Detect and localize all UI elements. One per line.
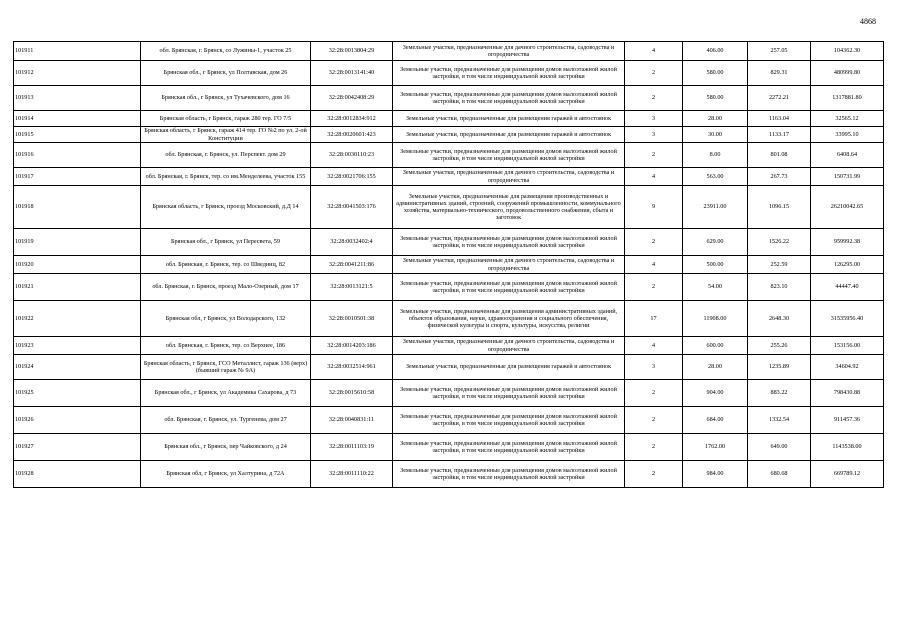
object-id-cell: 101913: [14, 86, 141, 111]
use-group-cell: 3: [625, 127, 683, 143]
specific-value-cell: 2272.21: [748, 86, 811, 111]
specific-value-cell: 829.31: [748, 61, 811, 86]
area-cell: 406.00: [683, 42, 748, 61]
specific-value-cell: 1133.17: [748, 127, 811, 143]
cadastral-value-cell: 6408.64: [811, 143, 884, 168]
table-row: [14, 380, 884, 407]
cadastral-value-cell: 104362.30: [811, 42, 884, 61]
use-group-cell: 4: [625, 256, 683, 274]
area-cell: 563.00: [683, 168, 748, 186]
address-cell: Брянская область, г Брянск, гараж 280 тер. ГО 7/5: [141, 111, 311, 127]
area-cell: 684.00: [683, 407, 748, 434]
address-cell: Брянская обл., г Брянск, ул Тухачевского, дом 16: [141, 86, 311, 111]
area-cell: 580.00: [683, 86, 748, 111]
cadastral-value-cell: 480999.80: [811, 61, 884, 86]
object-id-cell: 101919: [14, 229, 141, 256]
address-cell: обл. Брянская, г. Брянск, тер. со Верхнее, 186: [141, 337, 311, 355]
use-group-cell: 17: [625, 301, 683, 337]
address-cell: обл. Брянская, г. Брянск, со Лужины-1, участок 25: [141, 42, 311, 61]
table-row: [14, 186, 884, 229]
cadastral-value-cell: 669789.12: [811, 461, 884, 488]
cadastral-number-cell: 32:28:0011103:19: [311, 434, 393, 461]
use-group-cell: 2: [625, 229, 683, 256]
object-id-cell: 101915: [14, 127, 141, 143]
use-group-cell: 2: [625, 86, 683, 111]
cadastral-value-cell: 153156.00: [811, 337, 884, 355]
land-use-cell: Земельные участки, предназначенные для размещения домов малоэтажной жилой застройки, в том числе индивидуальной жилой застройки: [393, 86, 625, 111]
cadastral-value-cell: 126295.00: [811, 256, 884, 274]
land-use-cell: Земельные участки, предназначенные для дачного строительства, садоводства и огородничества: [393, 42, 625, 61]
cadastral-value-cell: 1317881.80: [811, 86, 884, 111]
cadastral-number-cell: 32:28:0020601:423: [311, 127, 393, 143]
land-use-cell: Земельные участки, предназначенные для дачного строительства, садоводства и огородничества: [393, 337, 625, 355]
cadastral-number-cell: 32:28:0011110:22: [311, 461, 393, 488]
area-cell: 629.00: [683, 229, 748, 256]
cadastral-value-cell: 34604.92: [811, 355, 884, 380]
address-cell: Брянская область, г Брянск, ГСО Металлист, гараж 136 (верх) (бывший гараж № 9А): [141, 355, 311, 380]
land-use-cell: Земельные участки, предназначенные для дачного строительства, садоводства и огородничества: [393, 256, 625, 274]
cadastral-number-cell: 32:28:0010501:38: [311, 301, 393, 337]
area-cell: 54.00: [683, 274, 748, 301]
land-use-cell: Земельные участки, предназначенные для размещения административных зданий, объектов образования, науки, здравоохранения и социального обеспечения, физической культуры и спорта, культуры, искусства, религии: [393, 301, 625, 337]
land-use-cell: Земельные участки, предназначенные для размещения домов малоэтажной жилой застройки, в том числе индивидуальной жилой застройки: [393, 61, 625, 86]
object-id-cell: 101928: [14, 461, 141, 488]
specific-value-cell: 883.22: [748, 380, 811, 407]
object-id-cell: 101912: [14, 61, 141, 86]
cadastral-value-cell: 44447.40: [811, 274, 884, 301]
area-cell: 28.00: [683, 111, 748, 127]
address-cell: обл. Брянская, г. Брянск, ул. Перспект. дом 29: [141, 143, 311, 168]
use-group-cell: 2: [625, 143, 683, 168]
cadastral-value-cell: 33995.10: [811, 127, 884, 143]
specific-value-cell: 255.26: [748, 337, 811, 355]
use-group-cell: 3: [625, 355, 683, 380]
land-use-cell: Земельные участки, предназначенные для дачного строительства, садоводства и огородничества: [393, 168, 625, 186]
cadastral-number-cell: 32:28:0013804:29: [311, 42, 393, 61]
cadastral-value-cell: 911457.36: [811, 407, 884, 434]
table-row: [14, 407, 884, 434]
area-cell: 984.00: [683, 461, 748, 488]
land-use-cell: Земельные участки, предназначенные для размещения гаражей и автостоянок: [393, 111, 625, 127]
cadastral-number-cell: 32:28:0012834:912: [311, 111, 393, 127]
table-row: [14, 337, 884, 355]
cadastral-number-cell: 32:28:0042408:29: [311, 86, 393, 111]
area-cell: 30.00: [683, 127, 748, 143]
table-row: [14, 301, 884, 337]
use-group-cell: 2: [625, 461, 683, 488]
cadastral-value-cell: 959992.38: [811, 229, 884, 256]
use-group-cell: 2: [625, 61, 683, 86]
cadastral-number-cell: 32:28:0013141:40: [311, 61, 393, 86]
address-cell: Брянская обл., г Брянск, пер Чайковского, д 24: [141, 434, 311, 461]
area-cell: 904.00: [683, 380, 748, 407]
table-row: [14, 86, 884, 111]
object-id-cell: 101925: [14, 380, 141, 407]
cadastral-value-cell: 1143538.00: [811, 434, 884, 461]
cadastral-number-cell: 32:28:0030110:23: [311, 143, 393, 168]
address-cell: обл. Брянская, г. Брянск, тер. со Шведниц, 82: [141, 256, 311, 274]
cadastral-number-cell: 32:28:0014203:186: [311, 337, 393, 355]
cadastral-number-cell: 32:28:0021706:155: [311, 168, 393, 186]
use-group-cell: 4: [625, 337, 683, 355]
land-use-cell: Земельные участки, предназначенные для размещения домов малоэтажной жилой застройки, в том числе индивидуальной жилой застройки: [393, 380, 625, 407]
table-row: [14, 256, 884, 274]
area-cell: 1762.00: [683, 434, 748, 461]
object-id-cell: 101927: [14, 434, 141, 461]
address-cell: обл. Брянская, г. Брянск, проезд Мало-Озерный, дом 17: [141, 274, 311, 301]
object-id-cell: 101921: [14, 274, 141, 301]
land-use-cell: Земельные участки, предназначенные для размещения домов малоэтажной жилой застройки, в том числе индивидуальной жилой застройки: [393, 461, 625, 488]
cadastral-number-cell: 32:28:0040831:11: [311, 407, 393, 434]
area-cell: 28.00: [683, 355, 748, 380]
table-row: [14, 461, 884, 488]
address-cell: Брянская обл, г Брянск, ул Халтурина, д 72А: [141, 461, 311, 488]
object-id-cell: 101916: [14, 143, 141, 168]
object-id-cell: 101920: [14, 256, 141, 274]
address-cell: Брянская обл, г Брянск, ул Володарского, 132: [141, 301, 311, 337]
cadastral-number-cell: 32:28:0032514:961: [311, 355, 393, 380]
area-cell: 580.00: [683, 61, 748, 86]
cadastral-number-cell: 32:28:0013121:5: [311, 274, 393, 301]
land-use-cell: Земельные участки, предназначенные для размещения домов малоэтажной жилой застройки, в том числе индивидуальной жилой застройки: [393, 274, 625, 301]
specific-value-cell: 680.68: [748, 461, 811, 488]
area-cell: 23911.00: [683, 186, 748, 229]
specific-value-cell: 1163.04: [748, 111, 811, 127]
specific-value-cell: 1096.15: [748, 186, 811, 229]
table-row: [14, 274, 884, 301]
area-cell: 8.00: [683, 143, 748, 168]
address-cell: Брянская область, г Брянск, гараж 414 тер. ГО №2 по ул. 2-ой Конституции: [141, 127, 311, 143]
address-cell: обл. Брянская, г. Брянск, ул. Тургенева, дом 27: [141, 407, 311, 434]
table-row: [14, 42, 884, 61]
specific-value-cell: 823.10: [748, 274, 811, 301]
address-cell: Брянская обл., г Брянск, ул Академика Сахарова, д 73: [141, 380, 311, 407]
use-group-cell: 4: [625, 42, 683, 61]
specific-value-cell: 1526.22: [748, 229, 811, 256]
land-use-cell: Земельные участки, предназначенные для размещения домов малоэтажной жилой застройки, в том числе индивидуальной жилой застройки: [393, 143, 625, 168]
land-use-cell: Земельные участки, предназначенные для размещения домов малоэтажной жилой застройки, в том числе индивидуальной жилой застройки: [393, 229, 625, 256]
address-cell: Брянская обл., г Брянск, ул Пересвета, 59: [141, 229, 311, 256]
object-id-cell: 101926: [14, 407, 141, 434]
cadastral-value-cell: 150731.99: [811, 168, 884, 186]
table-row: [14, 434, 884, 461]
use-group-cell: 4: [625, 168, 683, 186]
object-id-cell: 101918: [14, 186, 141, 229]
object-id-cell: 101911: [14, 42, 141, 61]
area-cell: 600.00: [683, 337, 748, 355]
table-row: [14, 355, 884, 380]
address-cell: Брянская область, г Брянск, проезд Московский, д.Д 14: [141, 186, 311, 229]
specific-value-cell: 252.59: [748, 256, 811, 274]
specific-value-cell: 267.73: [748, 168, 811, 186]
table-row: [14, 229, 884, 256]
specific-value-cell: 1235.89: [748, 355, 811, 380]
cadastral-value-cell: 32565.12: [811, 111, 884, 127]
specific-value-cell: 2648.30: [748, 301, 811, 337]
land-use-cell: Земельные участки, предназначенные для размещения домов малоэтажной жилой застройки, в том числе индивидуальной жилой застройки: [393, 407, 625, 434]
use-group-cell: 2: [625, 407, 683, 434]
cadastral-value-cell: 26210042.65: [811, 186, 884, 229]
cadastral-value-cell: 31535956.40: [811, 301, 884, 337]
land-use-cell: Земельные участки, предназначенные для размещения домов малоэтажной жилой застройки, в том числе индивидуальной жилой застройки: [393, 434, 625, 461]
object-id-cell: 101924: [14, 355, 141, 380]
table-row: [14, 111, 884, 127]
specific-value-cell: 1332.54: [748, 407, 811, 434]
land-registry-table: [13, 41, 884, 488]
cadastral-value-cell: 798430.88: [811, 380, 884, 407]
area-cell: 500.00: [683, 256, 748, 274]
cadastral-number-cell: 32:28:0041211:86: [311, 256, 393, 274]
area-cell: 11908.00: [683, 301, 748, 337]
object-id-cell: 101922: [14, 301, 141, 337]
cadastral-number-cell: 32:28:0041503:176: [311, 186, 393, 229]
object-id-cell: 101923: [14, 337, 141, 355]
cadastral-number-cell: 32:28:0015610:58: [311, 380, 393, 407]
object-id-cell: 101917: [14, 168, 141, 186]
page-number: 4868: [860, 17, 876, 26]
table-row: [14, 168, 884, 186]
address-cell: Брянская обл., г Брянск, ул Полтавская, дом 26: [141, 61, 311, 86]
table-row: [14, 143, 884, 168]
use-group-cell: 3: [625, 111, 683, 127]
use-group-cell: 2: [625, 380, 683, 407]
land-use-cell: Земельные участки, предназначенные для размещения производственных и административных зданий, строений, сооружений промышленности, коммунального хозяйства, материально-технического, продовольственного снабжения, сбыта и заготовок: [393, 186, 625, 229]
table-row: [14, 127, 884, 143]
address-cell: обл. Брянская, г. Брянск, тер. со им.Менделеева, участок 155: [141, 168, 311, 186]
use-group-cell: 9: [625, 186, 683, 229]
specific-value-cell: 801.08: [748, 143, 811, 168]
cadastral-number-cell: 32:28:0032402:4: [311, 229, 393, 256]
specific-value-cell: 649.00: [748, 434, 811, 461]
specific-value-cell: 257.05: [748, 42, 811, 61]
use-group-cell: 2: [625, 434, 683, 461]
land-use-cell: Земельные участки, предназначенные для размещения гаражей и автостоянок: [393, 355, 625, 380]
land-use-cell: Земельные участки, предназначенные для размещения гаражей и автостоянок: [393, 127, 625, 143]
use-group-cell: 2: [625, 274, 683, 301]
table-row: [14, 61, 884, 86]
object-id-cell: 101914: [14, 111, 141, 127]
